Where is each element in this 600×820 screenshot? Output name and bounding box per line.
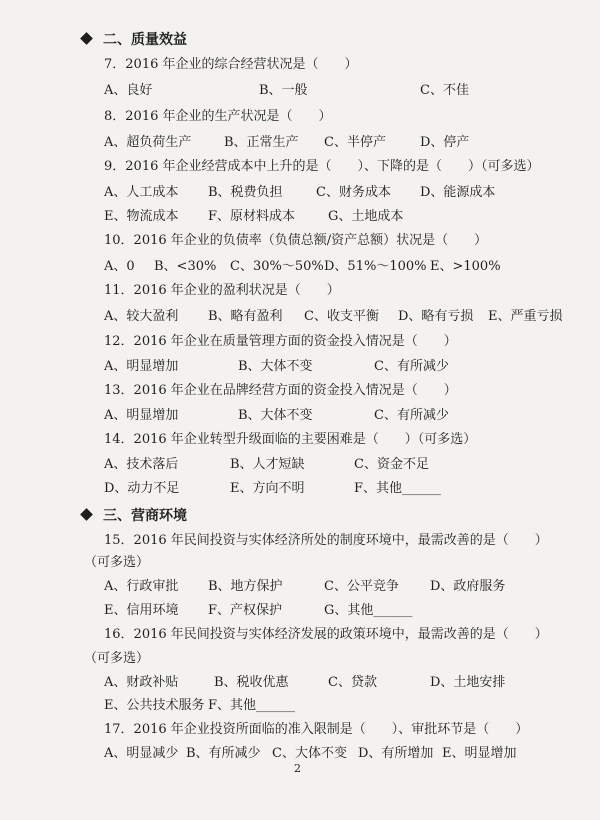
option-15a[interactable]: A、行政审批: [104, 579, 179, 594]
option-15e[interactable]: E、信用环境: [104, 603, 179, 618]
question-12: 12．2016 年企业在质量管理方面的资金投入情况是（ ）: [104, 334, 457, 349]
question-16-multi-note: （可多选）: [84, 651, 150, 666]
option-14e[interactable]: E、方向不明: [230, 481, 305, 496]
question-11-options: [104, 305, 563, 325]
option-8d[interactable]: D、停产: [420, 135, 470, 150]
option-15f[interactable]: F、产权保护: [208, 603, 283, 618]
question-14-options: [104, 453, 524, 473]
question-12-options: [104, 355, 524, 375]
option-10c[interactable]: C、30%～50%: [230, 259, 324, 274]
option-14b[interactable]: B、人才短缺: [230, 457, 305, 472]
option-8b[interactable]: B、正常生产: [224, 135, 299, 150]
question-16: 16．2016 年民间投资与实体经济发展的政策环境中，最需改善的是（ ）: [104, 627, 548, 642]
option-13c[interactable]: C、有所减少: [374, 408, 449, 423]
option-16f[interactable]: F、其他______: [208, 698, 296, 713]
option-16c[interactable]: C、贷款: [328, 675, 377, 690]
option-9c[interactable]: C、财务成本: [316, 185, 391, 200]
option-17c[interactable]: C、大体不变: [272, 746, 347, 761]
option-14c[interactable]: C、资金不足: [354, 457, 429, 472]
option-10e[interactable]: E、>100%: [430, 259, 501, 274]
option-7c[interactable]: C、不佳: [420, 83, 469, 98]
option-16a[interactable]: A、财政补贴: [104, 675, 179, 690]
option-9a[interactable]: A、人工成本: [104, 185, 179, 200]
option-7a[interactable]: A、良好: [104, 83, 153, 98]
question-13-options: [104, 404, 524, 424]
question-8-options: [104, 131, 524, 151]
option-12b[interactable]: B、大体不变: [238, 359, 313, 374]
option-17e[interactable]: E、明显增加: [442, 746, 517, 761]
option-9g[interactable]: G、土地成本: [328, 209, 404, 224]
question-10: 10．2016 年企业的负债率（负债总额/资产总额）状况是（ ）: [104, 233, 488, 248]
option-15g[interactable]: G、其他______: [324, 603, 413, 618]
question-15-multi-note: （可多选）: [84, 555, 150, 570]
question-9: 9．2016 年企业经营成本中上升的是（ ）、下降的是（ ）（可多选）: [104, 159, 540, 174]
option-14d[interactable]: D、动力不足: [104, 481, 180, 496]
option-14a[interactable]: A、技术落后: [104, 457, 179, 472]
option-11e[interactable]: E、严重亏损: [488, 309, 563, 324]
option-17d[interactable]: D、有所增加: [358, 746, 434, 761]
question-8: 8．2016 年企业的生产状况是（ ）: [104, 109, 332, 124]
question-17-options: [104, 742, 524, 762]
option-8c[interactable]: C、半停产: [324, 135, 386, 150]
option-11b[interactable]: B、略有盈利: [208, 309, 283, 324]
question-11: 11．2016 年企业的盈利状况是（ ）: [104, 283, 340, 298]
option-10a[interactable]: A、0: [104, 259, 135, 274]
question-13: 13．2016 年企业在品牌经营方面的资金投入情况是（ ）: [104, 383, 457, 398]
question-9-options: [104, 181, 524, 201]
option-15b[interactable]: B、地方保护: [208, 579, 283, 594]
diamond-bullet-icon: [80, 32, 93, 45]
question-16-options: [104, 671, 524, 691]
option-15c[interactable]: C、公平竞争: [324, 579, 399, 594]
option-15d[interactable]: D、政府服务: [430, 579, 506, 594]
diamond-bullet-icon: [80, 508, 93, 521]
option-13a[interactable]: A、明显增加: [104, 408, 179, 423]
option-12a[interactable]: A、明显增加: [104, 359, 179, 374]
option-10b[interactable]: B、<30%: [154, 259, 217, 274]
option-17a[interactable]: A、明显减少: [104, 746, 179, 761]
question-17: 17．2016 年企业投资所面临的准入限制是（ ）、审批环节是（ ）: [104, 722, 529, 737]
option-16e[interactable]: E、公共技术服务: [104, 698, 205, 713]
option-11a[interactable]: A、较大盈利: [104, 309, 179, 324]
option-17b[interactable]: B、有所减少: [186, 746, 261, 761]
question-16-options-row2: [104, 694, 524, 714]
option-9b[interactable]: B、税费负担: [208, 185, 283, 200]
option-16b[interactable]: B、税收优惠: [214, 675, 289, 690]
option-10d[interactable]: D、51%～100%: [324, 259, 427, 274]
option-12c[interactable]: C、有所减少: [374, 359, 449, 374]
section-heading-business-environment: 三、营商环境: [82, 505, 187, 525]
question-14-options-row2: [104, 477, 524, 497]
question-14: 14．2016 年企业转型升级面临的主要困难是（ ）（可多选）: [104, 432, 477, 447]
question-15-options: [104, 575, 524, 595]
option-11c[interactable]: C、收支平衡: [304, 309, 379, 324]
question-7: 7．2016 年企业的综合经营状况是（ ）: [104, 57, 358, 72]
option-8a[interactable]: A、超负荷生产: [104, 135, 192, 150]
option-9f[interactable]: F、原材料成本: [208, 209, 296, 224]
option-16d[interactable]: D、土地安排: [430, 675, 506, 690]
option-13b[interactable]: B、大体不变: [238, 408, 313, 423]
question-9-options-row2: [104, 205, 524, 225]
page-number: 2: [294, 762, 301, 775]
option-9d[interactable]: D、能源成本: [420, 185, 496, 200]
option-7b[interactable]: B、一般: [259, 83, 308, 98]
question-15: 15．2016 年民间投资与实体经济所处的制度环境中，最需改善的是（ ）: [104, 533, 548, 548]
option-14f[interactable]: F、其他______: [354, 481, 442, 496]
option-11d[interactable]: D、略有亏损: [398, 309, 474, 324]
option-9e[interactable]: E、物流成本: [104, 209, 179, 224]
question-10-options: [104, 255, 524, 275]
question-7-options: [104, 79, 524, 99]
question-15-options-row2: [104, 599, 524, 619]
section-heading-quality: 二、质量效益: [82, 29, 187, 49]
